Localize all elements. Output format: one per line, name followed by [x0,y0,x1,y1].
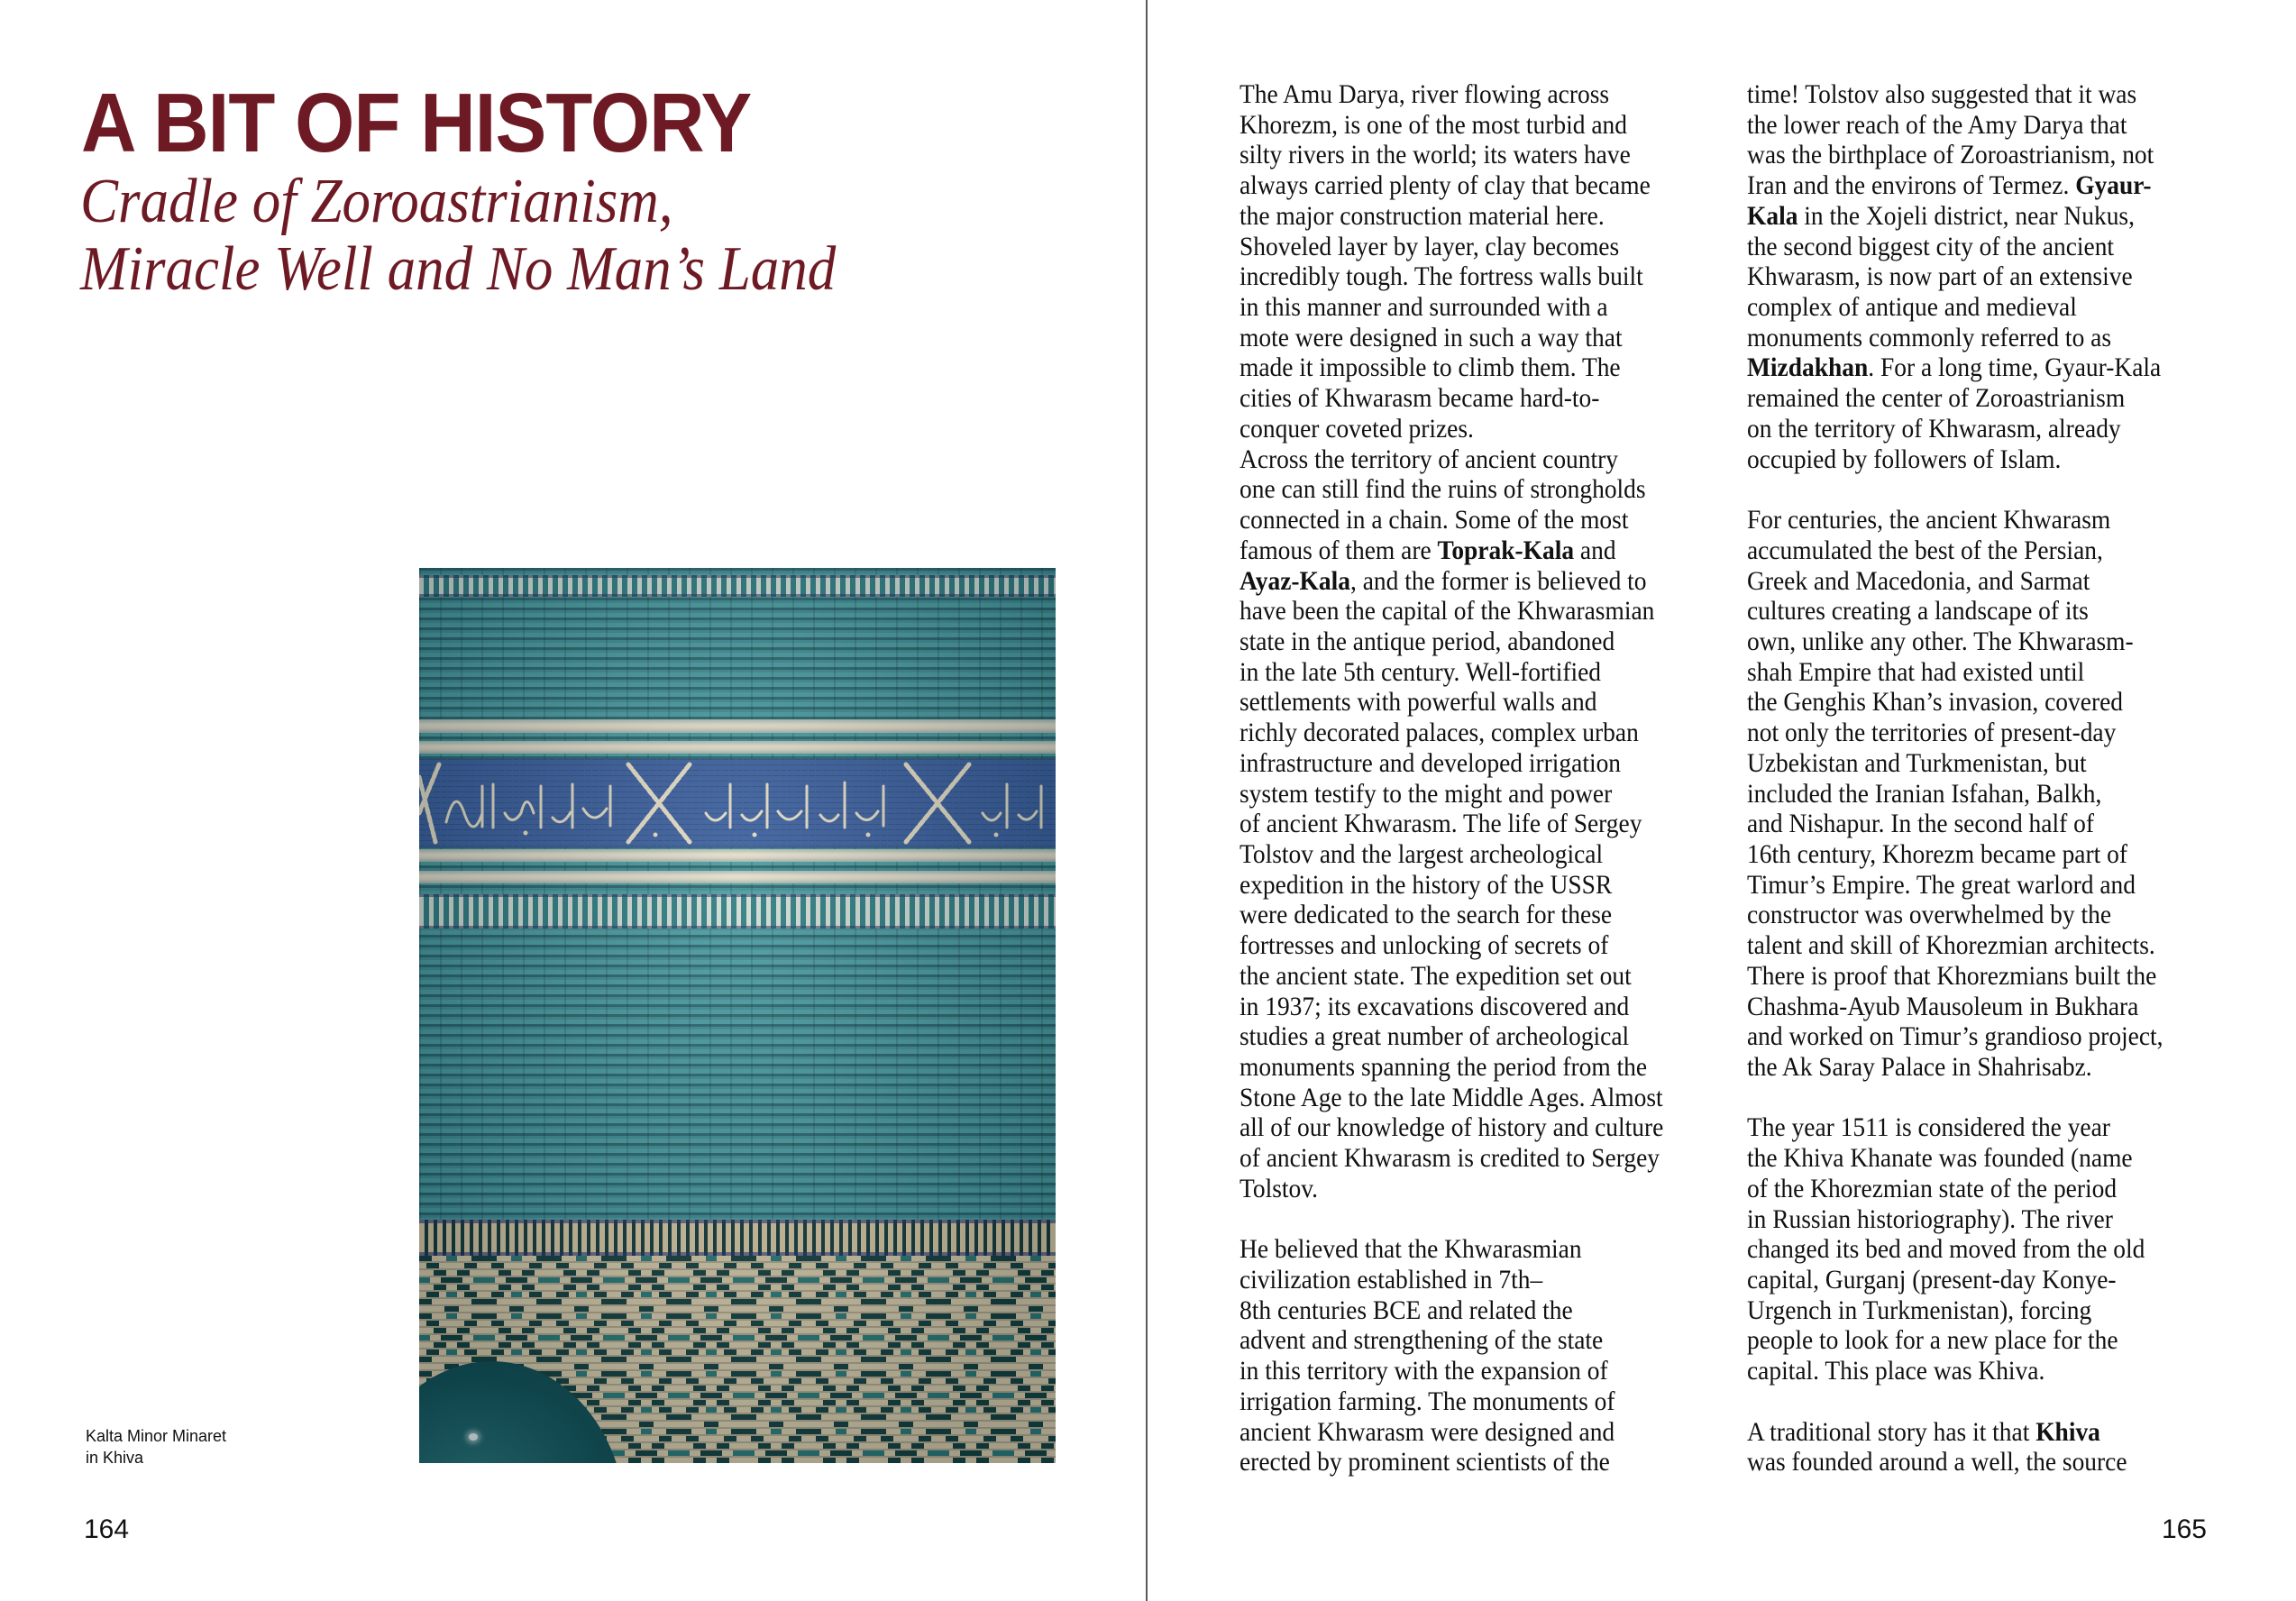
text-run: Timur’s Empire. The great warlord and [1747,869,2136,900]
text-line [1239,201,1663,232]
text-run: in Russian historiography). The river [1747,1203,2113,1234]
text-run: system testify to the might and power [1239,778,1613,809]
text-line [1239,900,1663,930]
bold-term: Kala [1747,200,1798,231]
text-run: The year 1511 is considered the year [1747,1112,2110,1143]
text-line [1747,1265,2163,1295]
text-line [1747,596,2163,627]
caption-line: in Khiva [86,1449,144,1467]
photo-caption [86,1425,226,1468]
text-line [1239,170,1663,201]
text-run: and [1574,535,1616,565]
text-line [1747,1417,2163,1448]
text-run: Khorezm, is one of the most turbid and [1239,109,1627,140]
text-run: infrastructure and developed irrigation [1239,747,1622,778]
bold-term: Ayaz-Kala [1239,565,1350,596]
text-line [1239,1356,1663,1386]
text-run: people to look for a new place for the [1747,1325,2118,1356]
text-run: fortresses and unlocking of secrets of [1239,930,1609,961]
text-line [1239,596,1663,627]
text-line [1747,930,2163,961]
text-run: cities of Khwarasm became hard-to- [1239,383,1600,414]
text-run: Across the territory of ancient country [1239,444,1618,474]
text-line [1747,201,2163,232]
text-run: the major construction material here. [1239,200,1605,231]
text-line [1747,110,2163,141]
text-line [1747,414,2163,444]
text-line [1747,261,2163,292]
text-line [1239,292,1663,323]
text-column-1 [1239,79,1663,1477]
text-line [1239,718,1663,748]
text-run: Greek and Macedonia, and Sarmat [1747,565,2090,596]
text-line [1747,232,2163,262]
text-run: made it impossible to climb them. The [1239,352,1621,383]
text-run: all of our knowledge of history and culture [1239,1112,1664,1143]
text-run: A traditional story has it that [1747,1416,2036,1447]
text-line [1239,839,1663,870]
caption-line: Kalta Minor Minaret [86,1427,227,1445]
text-line [1747,900,2163,930]
text-run: the ancient state. The expedition set out [1239,960,1632,991]
text-run: in this manner and surrounded with a [1239,292,1608,323]
text-line [1239,1265,1663,1295]
text-run: mote were designed in such a way that [1239,322,1623,352]
text-run: famous of them are [1239,535,1438,565]
text-line [1239,1143,1663,1174]
text-line [1747,1052,2163,1083]
text-run: civilization established in 7th– [1239,1265,1543,1295]
text-run: irrigation farming. The monuments of [1239,1386,1615,1416]
text-line [1239,352,1663,383]
text-run: the Genghis Khan’s invasion, covered [1747,687,2123,718]
text-line [1239,1295,1663,1326]
text-run: monuments commonly referred to as [1747,322,2112,352]
text-line [1239,1052,1663,1083]
text-run: of the Khorezmian state of the period [1747,1173,2118,1203]
text-line [1239,1234,1663,1265]
text-line [1747,627,2163,657]
text-run: For centuries, the ancient Khwarasm [1747,505,2111,535]
text-line [1239,535,1663,566]
text-line [1747,444,2163,475]
text-line [1747,1112,2163,1143]
text-run: not only the territories of present-day [1747,718,2117,748]
text-run: capital, Gurganj (present-day Konye- [1747,1265,2117,1295]
text-run: Chashma-Ayub Mausoleum in Bukhara [1747,991,2139,1021]
text-line [1239,444,1663,475]
page-subtitle [80,168,836,303]
text-run: The Amu Darya, river flowing across [1239,79,1610,109]
text-run: of ancient Khwarasm. The life of Sergey [1239,809,1642,839]
text-line [1239,1325,1663,1356]
text-run: advent and strengthening of the state [1239,1325,1604,1356]
text-line [1239,261,1663,292]
text-line [1239,1174,1663,1204]
text-line [1239,1112,1663,1143]
text-run: He believed that the Khwarasmian [1239,1234,1582,1265]
text-run: Iran and the environs of Termez. [1747,170,2076,201]
paragraph-break [1239,1204,1663,1235]
text-line [1747,292,2163,323]
text-line [1747,1143,2163,1174]
text-run: the Khiva Khanate was founded (name [1747,1143,2133,1174]
text-line [1239,323,1663,353]
text-line [1239,505,1663,535]
text-line [1239,1021,1663,1052]
text-line [1747,1447,2163,1477]
text-run: constructor was overwhelmed by the [1747,900,2112,930]
text-line [1747,535,2163,566]
text-line [1747,1356,2163,1386]
text-run: monuments spanning the period from the [1239,1052,1648,1082]
text-line [1239,414,1663,444]
text-run: Tolstov and the largest archeological [1239,838,1604,869]
text-run: and Nishapur. In the second half of [1747,809,2094,839]
text-run: connected in a chain. Some of the most [1239,505,1629,535]
text-run: occupied by followers of Islam. [1747,444,2062,474]
text-line [1239,627,1663,657]
text-run: the second biggest city of the ancient [1747,231,2115,261]
text-run: complex of antique and medieval [1747,292,2077,323]
text-line [1239,110,1663,141]
text-line [1747,992,2163,1022]
text-run: conquer coveted prizes. [1239,413,1474,444]
text-line [1239,961,1663,992]
text-line [1747,79,2163,110]
text-line [1747,140,2163,170]
text-run: were dedicated to the search for these [1239,900,1613,930]
text-line [1747,1021,2163,1052]
text-run: accumulated the best of the Persian, [1747,535,2103,565]
text-line [1747,323,2163,353]
text-line [1747,809,2163,839]
text-run: was the birthplace of Zoroastrianism, not [1747,140,2154,170]
text-line [1747,170,2163,201]
text-line [1747,718,2163,748]
text-run: richly decorated palaces, complex urban [1239,718,1639,748]
text-line [1239,1083,1663,1113]
text-line [1747,505,2163,535]
text-run: 16th century, Khorezm became part of [1747,838,2128,869]
text-run: 8th centuries BCE and related the [1239,1295,1573,1325]
text-run: always carried plenty of clay that became [1239,170,1651,201]
bold-term: Khiva [2035,1416,2100,1447]
text-column-2 [1747,79,2163,1477]
text-line [1747,1174,2163,1204]
text-line [1239,383,1663,414]
text-line [1239,566,1663,597]
text-run: incredibly tough. The fortress walls built [1239,261,1643,292]
paragraph-break [1747,1083,2163,1113]
text-line [1747,779,2163,810]
text-line [1239,140,1663,170]
text-run: own, unlike any other. The Khwarasm- [1747,626,2134,656]
bold-term: Mizdakhan [1747,352,1869,383]
text-run: studies a great number of archeological [1239,1021,1630,1052]
text-run: Khwarasm, is now part of an extensive [1747,261,2133,292]
page-number-left: 164 [84,1514,130,1544]
text-run: , and the former is believed to [1349,565,1647,596]
text-run: the Ak Saray Palace in Shahrisabz. [1747,1052,2092,1082]
text-line [1239,992,1663,1022]
text-line [1747,383,2163,414]
text-line [1239,1386,1663,1417]
text-line [1747,1295,2163,1326]
text-line [1239,1447,1663,1477]
text-run: changed its bed and moved from the old [1747,1234,2145,1265]
text-line [1239,687,1663,718]
text-run: shah Empire that had existed until [1747,656,2085,687]
text-run: capital. This place was Khiva. [1747,1356,2045,1386]
text-line [1239,657,1663,688]
text-run: Uzbekistan and Turkmenistan, but [1747,747,2087,778]
bold-term: Toprak-Kala [1437,535,1575,565]
text-run: Stone Age to the late Middle Ages. Almost [1239,1082,1663,1112]
page-title: A BIT OF HISTORY [81,76,752,169]
text-line [1747,687,2163,718]
bold-term: Gyaur- [2075,170,2152,201]
text-line [1239,779,1663,810]
text-run: included the Iranian Isfahan, Balkh, [1747,778,2102,809]
text-line [1239,474,1663,505]
text-run: erected by prominent scientists of the [1239,1447,1610,1477]
text-run: on the territory of Khwarasm, already [1747,413,2121,444]
text-line [1239,79,1663,110]
text-run: talent and skill of Khorezmian architects. [1747,930,2155,961]
text-line [1239,870,1663,901]
text-run: cultures creating a landscape of its [1747,596,2089,627]
subtitle-line: Cradle of Zoroastrianism, [80,167,673,236]
minaret-photo [419,568,1056,1463]
text-run: was founded around a well, the source [1747,1447,2127,1477]
text-line [1747,1325,2163,1356]
text-line [1747,839,2163,870]
page-gutter-divider [1146,0,1148,1601]
text-run: expedition in the history of the USSR [1239,869,1613,900]
text-line [1239,1417,1663,1448]
text-run: and worked on Timur’s grandioso project, [1747,1021,2163,1052]
photo-shading [419,568,1056,1463]
text-run: in this territory with the expansion of [1239,1356,1608,1386]
text-run: Shoveled layer by layer, clay becomes [1239,231,1620,261]
text-line [1747,1204,2163,1235]
text-line [1747,748,2163,779]
text-line [1747,1234,2163,1265]
text-line [1239,748,1663,779]
text-run: have been the capital of the Khwarasmian [1239,596,1655,627]
paragraph-break [1747,1386,2163,1417]
text-run: There is proof that Khorezmians built the [1747,960,2157,991]
text-run: ancient Khwarasm were designed and [1239,1416,1615,1447]
text-run: settlements with powerful walls and [1239,687,1597,718]
text-run: . For a long time, Gyaur-Kala [1868,352,2162,383]
text-line [1747,352,2163,383]
text-line [1239,232,1663,262]
text-run: the lower reach of the Amy Darya that [1747,109,2127,140]
subtitle-line: Miracle Well and No Man’s Land [80,234,837,304]
text-line [1747,961,2163,992]
text-run: in 1937; its excavations discovered and [1239,991,1630,1021]
page-number-right: 165 [2161,1514,2207,1544]
text-run: of ancient Khwarasm is credited to Sergey [1239,1143,1660,1174]
text-run: one can still find the ruins of strongholds [1239,474,1646,505]
text-line [1239,930,1663,961]
text-run: Urgench in Turkmenistan), forcing [1747,1295,2092,1325]
text-run: state in the antique period, abandoned [1239,626,1615,656]
text-run: Tolstov. [1239,1173,1319,1203]
text-run: silty rivers in the world; its waters have [1239,140,1631,170]
text-line [1747,566,2163,597]
text-run: time! Tolstov also suggested that it was [1747,79,2137,109]
text-line [1239,809,1663,839]
text-run: in the Xojeli district, near Nukus, [1797,200,2135,231]
text-line [1747,657,2163,688]
text-run: in the late 5th century. Well-fortified [1239,656,1602,687]
paragraph-break [1747,474,2163,505]
text-line [1747,870,2163,901]
text-run: remained the center of Zoroastrianism [1747,383,2126,414]
